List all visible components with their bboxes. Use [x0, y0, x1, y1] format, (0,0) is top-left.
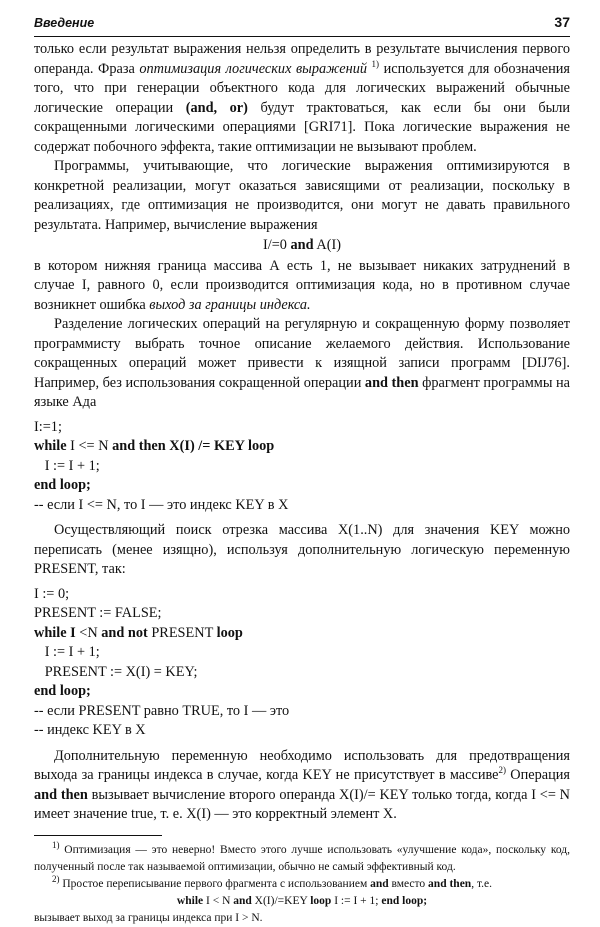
paragraph-5: Осуществляющий поиск отрезка массива X(1..N) для значения KEY можно переписать (менее изящно), используя дополнительную логическую переменную PRESENT, так: [34, 522, 570, 577]
code-fragment-2: I := 0; PRESENT := FALSE; while I <N and not PRESENT loop I := I + 1; PRESENT := X(I) = KEY; end loop; -- если PRESENT равно TRUE, то I — это -- индекс KEY в X [34, 585, 290, 738]
footnote-ref-2: 2) [498, 765, 507, 776]
paragraph-4: Разделение логических операций на регулярную и сокращенную форму позволяет программисту выбрать точное описание желаемого действия. Использование сокращенных операций может привести к изящной записи программ [DIJ76]. Например, без использования сокращенной операции and then фрагмент программы на языке Ада [34, 316, 571, 410]
footnote-divider [34, 835, 162, 836]
footnotes [34, 839, 570, 927]
chapter-title: Введение [34, 16, 95, 30]
paragraph-2: Программы, учитывающие, что логические выражения оптимизируются в конкретной реализации, могут оказаться зависящими от реализации, поскольку в реализациях, где оптимизация не производится, они могут не давать правильного результата. Например, вычисление выражения [34, 158, 570, 233]
footnote-2: $^{2)}$ Простое переписывание первого фрагмента с использованием and вместо and then, т.е. [52, 873, 492, 890]
code-fragment-1: I:=1; while I <= N and then X(I) /= KEY loop I := I + 1; end loop; -- если I <= N, то I — это индекс KEY в X [34, 418, 289, 513]
footnote-2-tail: вызывает выход за границы индекса при I > N. [34, 911, 263, 924]
paragraph-3: в котором нижняя граница массива А есть 1, не вызывает никаких затруднений в случае I, равного 0, если производится оптимизация кода, но в противном случае возникнет ошибка выход за границы индекса. [34, 257, 570, 313]
footnote-ref-1: 1) [371, 58, 380, 69]
page-number: 37 [554, 14, 570, 30]
paragraph-6: Дополнительную переменную необходимо использовать для предотвращения выхода за границы индекса в случае, когда KEY не присутствует в массиве$^{2)}$ Операция and then вызывает вычисление второго операнда X(I)/= KEY только тогда, когда I <= N имеет значение true, т. е. X(I) — это корректный элемент X. [34, 747, 570, 822]
running-header [34, 14, 570, 37]
example-expression: I/=0 and A(I) [263, 237, 341, 253]
paragraph-1: только если результат выражения нельзя определить в результате вычисления первого операнда. Фраза оптимизация логических выражений $^{1)}$ используется для обозначения того, что при генерации объектного кода для логических выражений обычные логические операции (and, or) будут трактоваться, как если бы они были сокращенными логическими операциями [GRI71]. Пока логические выражения не содержат побочного эффекта, такие оптимизации не вызывают проблем. [34, 41, 570, 155]
main-text [34, 40, 570, 927]
footnote-2-code: while I < N and X(I)/=KEY loop I := I + 1; end loop; [176, 894, 428, 907]
footnote-1: $^{1)}$ Оптимизация — это неверно! Вместо этого лучше использовать «улучшение кода», поскольку код, полученный после так называемой оптимизации, обычно не самый эффективный код. [34, 839, 570, 873]
